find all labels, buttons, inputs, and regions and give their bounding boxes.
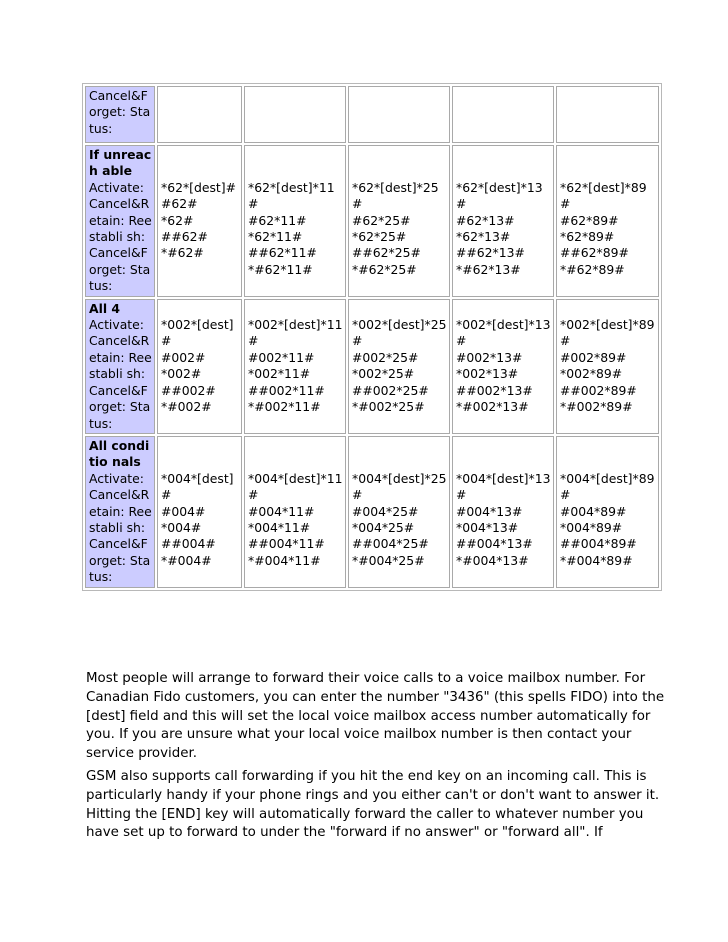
code-line: *#62*13# [456,261,521,277]
code-line: #62*11# [248,212,307,228]
code-line: *#62*25# [352,261,417,277]
table-cell [452,86,554,143]
code-line: #002*13# [456,349,523,365]
code-line: *004*[dest]*13# [456,470,551,503]
row-label-title: All 4 [89,300,121,316]
code-line: #62# [161,196,198,212]
code-line: *#62*11# [248,261,313,277]
code-line: ##004*25# [352,536,429,552]
code-line: *002*25# [352,366,415,382]
code-line: *#004*89# [560,552,633,568]
table-cell [244,436,346,588]
code-line: *004*[dest]*89# [560,470,655,503]
code-line: *002*13# [456,366,519,382]
code-line: *004*89# [560,519,623,535]
code-line: *62*[dest]*25# [352,179,439,212]
row-label-text: Activate: Cancel&R etain: Reestabli sh: Cancel&F orget: Status: [89,179,152,294]
table-row [85,436,659,588]
code-line: *002*89# [560,366,623,382]
table-cell [556,436,659,588]
code-line: ##62*25# [352,245,421,261]
code-line: *#002# [161,399,212,415]
code-line: *002*11# [248,366,311,382]
code-line: *#004*13# [456,552,529,568]
code-line: *#004*11# [248,552,321,568]
table-row [85,145,659,297]
code-line: *62*[dest]*13# [456,179,543,212]
code-line: #002*11# [248,349,315,365]
code-line: *62*[dest]*89# [560,179,647,212]
code-line: *004*25# [352,519,415,535]
table-cell [157,86,242,143]
code-line: ##002# [161,382,216,398]
table-cell [244,299,346,434]
code-line: *004*[dest]*25# [352,470,447,503]
code-line: ##62*89# [560,245,629,261]
table-cell [244,86,346,143]
row-label [85,436,155,588]
table-row [85,86,659,143]
code-line: ##002*13# [456,382,533,398]
table-cell [348,299,450,434]
row-label [85,299,155,434]
code-line: *#002*89# [560,399,633,415]
code-line: ##62*11# [248,245,317,261]
code-line: *002# [161,366,202,382]
code-line: #004*89# [560,503,627,519]
table-cell [348,145,450,297]
code-line: *#004*25# [352,552,425,568]
code-line: *62*89# [560,229,615,245]
code-line: #002# [161,349,206,365]
code-line: #62*25# [352,212,411,228]
table-cell [157,299,242,434]
table-cell [157,436,242,588]
code-line: *#62# [161,245,204,261]
code-line: *62*13# [456,229,511,245]
code-line: *002*[dest]*25# [352,317,447,349]
code-line: ##002*11# [248,382,325,398]
table-cell [157,145,242,297]
code-line: ##62*13# [456,245,525,261]
table-cell [556,86,659,143]
table-cell [348,436,450,588]
table-cell [452,145,554,297]
call-forwarding-codes-table [82,83,662,591]
code-line: *#002*11# [248,399,321,415]
code-line: *#002*13# [456,399,529,415]
row-label [85,86,155,143]
code-line: #62*13# [456,212,515,228]
row-label-text: Activate: Cancel&R etain: Reestabli sh: Cancel&F orget: Status: [89,317,152,431]
code-line: ##002*89# [560,382,637,398]
code-line: #62*89# [560,212,619,228]
code-line: ##004# [161,536,216,552]
code-line: ##62# [161,229,208,245]
code-line: #002*89# [560,349,627,365]
table-row [85,299,659,434]
table-cell [452,299,554,434]
code-line: *004*[dest]# [161,470,234,503]
code-line: #004*13# [456,503,523,519]
paragraph-voice-mailbox: Most people will arrange to forward their voice calls to a voice mailbox number. For Canadian Fido customers, you can enter the number "3436" (this spells FIDO) into the [dest] field and this will set the local voice mailbox access number automatically for you. If you are unsure what your local voice mailbox number is then contact your service provider. [86,671,665,762]
code-line: #002*25# [352,349,419,365]
code-line: ##004*89# [560,536,637,552]
table-cell [244,145,346,297]
row-label-title: If unreach able [89,147,152,179]
code-line: *004*[dest]*11# [248,470,343,503]
table-cell [348,86,450,143]
row-label [85,145,155,297]
code-line: *#004# [161,552,212,568]
code-line: *62*[dest]*11# [248,179,335,212]
code-line: *004*11# [248,519,311,535]
code-line: *#002*25# [352,399,425,415]
code-line: *62*25# [352,229,407,245]
row-label-text: Activate: Cancel&R etain: Reestabli sh: Cancel&F orget: Status: [89,470,152,585]
table-cell [556,145,659,297]
code-line: *#62*89# [560,261,625,277]
code-line: *002*[dest]*13# [456,317,551,349]
code-line: #004*25# [352,503,419,519]
code-line: ##004*11# [248,536,325,552]
paragraph-end-key-forwarding: GSM also supports call forwarding if you hit the end key on an incoming call. This is particularly handy if your phone rings and you either can't or don't want to answer it. Hitting the [END] key will automatically forward the caller to whatever number you have set up to forward to under the "forward if no answer" or "forward all". If [86,769,660,841]
table-cell [452,436,554,588]
code-line: *62# [161,212,194,228]
code-line: *62*[dest]# [161,179,237,195]
code-line: #004*11# [248,503,315,519]
code-line: *004*13# [456,519,519,535]
code-line: *002*[dest]*11# [248,317,343,349]
code-line: *002*[dest]*89# [560,317,655,349]
code-line: ##004*13# [456,536,533,552]
code-line: #004# [161,503,206,519]
code-line: ##002*25# [352,382,429,398]
row-label-title: All conditio nals [89,437,150,470]
code-line: *62*11# [248,229,303,245]
row-label-text: Cancel&F orget: Status: [89,88,151,136]
code-line: *002*[dest]# [161,317,234,349]
code-line: *004# [161,519,202,535]
table-cell [556,299,659,434]
